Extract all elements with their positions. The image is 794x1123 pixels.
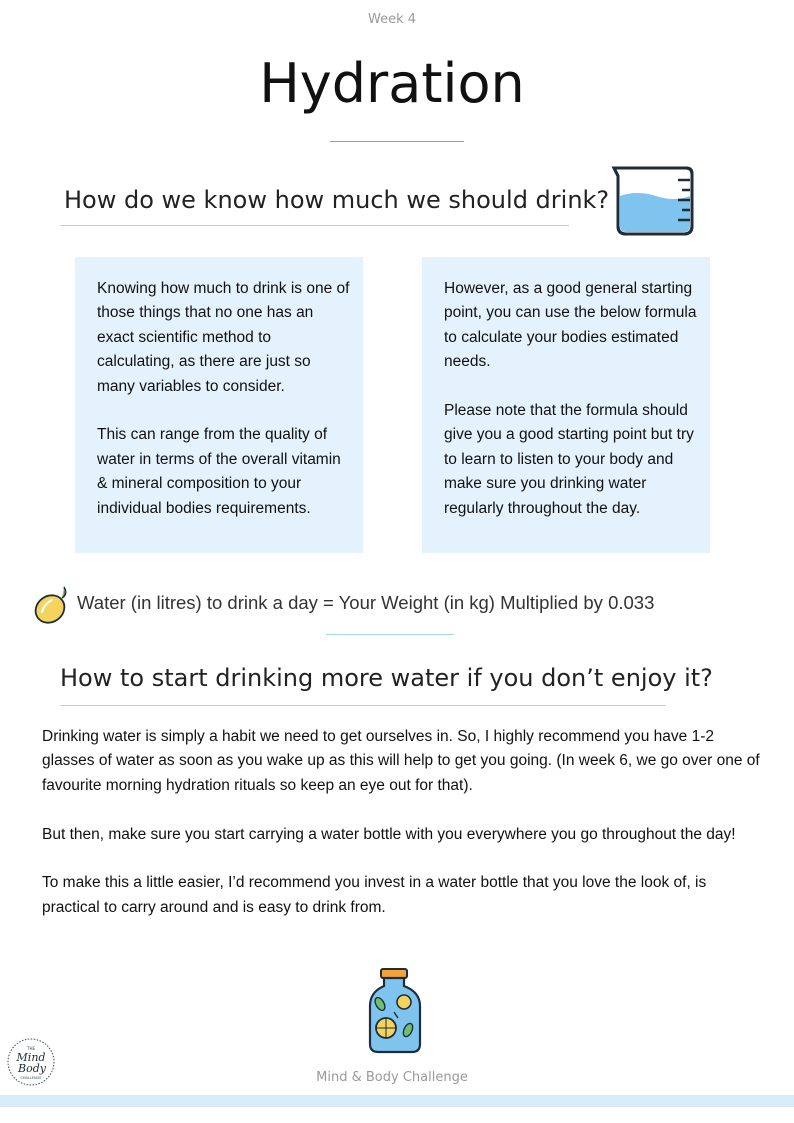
section-heading-how-much: How do we know how much we should drink? — [64, 186, 610, 214]
section-heading-start-drinking: How to start drinking more water if you don’t enjoy it? — [60, 664, 713, 692]
info-card-right-paragraph-1: However, as a good general starting point, you can use the below formula to calculate your bodies estimated needs. — [444, 280, 697, 371]
info-card-right — [422, 257, 710, 553]
logo-text-challenge: CHALLENGE — [20, 1076, 42, 1080]
week-label: Week 4 — [367, 12, 417, 27]
title-divider — [330, 141, 464, 142]
measuring-jug-icon — [608, 160, 698, 240]
body-text — [42, 725, 762, 920]
page-title: Hydration — [259, 52, 525, 115]
logo-text-mind: Mind — [16, 1051, 46, 1064]
lemon-water-jar-icon — [364, 966, 426, 1056]
section-heading-underline — [60, 705, 666, 706]
lemon-icon — [32, 584, 70, 626]
info-card-left — [75, 257, 363, 553]
footer-bar — [0, 1095, 794, 1107]
info-card-left-paragraph-1: Knowing how much to drink is one of those things that no one has an exact scientific method to calculating, as there are just so many variables to consider. — [97, 280, 350, 395]
formula-divider — [326, 634, 454, 635]
info-card-left-paragraph-2: This can range from the quality of water in terms of the overall vitamin & mineral composition to your individual bodies requirements. — [97, 426, 341, 517]
water-formula: Water (in litres) to drink a day = Your Weight (in kg) Multiplied by 0.033 — [77, 592, 655, 613]
info-card-right-paragraph-2: Please note that the formula should give you a good starting point but try to learn to listen to your body and make sure you drinking water regularly throughout the day. — [444, 402, 694, 517]
body-paragraph-2: But then, make sure you start carrying a water bottle with you everywhere you go throughout the day! — [42, 825, 736, 843]
logo-text-the: THE — [27, 1046, 35, 1051]
body-paragraph-1: Drinking water is simply a habit we need to get ourselves in. So, I highly recommend you have 1-2 glasses of water as soon as you wake up as this will help to get you going. (In week 6, we go over one of favourite morning hydration rituals so keep an eye out for that). — [42, 728, 760, 794]
logo-text-body: Body — [18, 1062, 46, 1075]
body-paragraph-3: To make this a little easier, I’d recommend you invest in a water bottle that you love the look of, is practical to carry around and is easy to drink from. — [42, 874, 707, 916]
section-heading-underline — [60, 225, 569, 226]
footer-text: Mind & Body Challenge — [316, 1070, 468, 1085]
